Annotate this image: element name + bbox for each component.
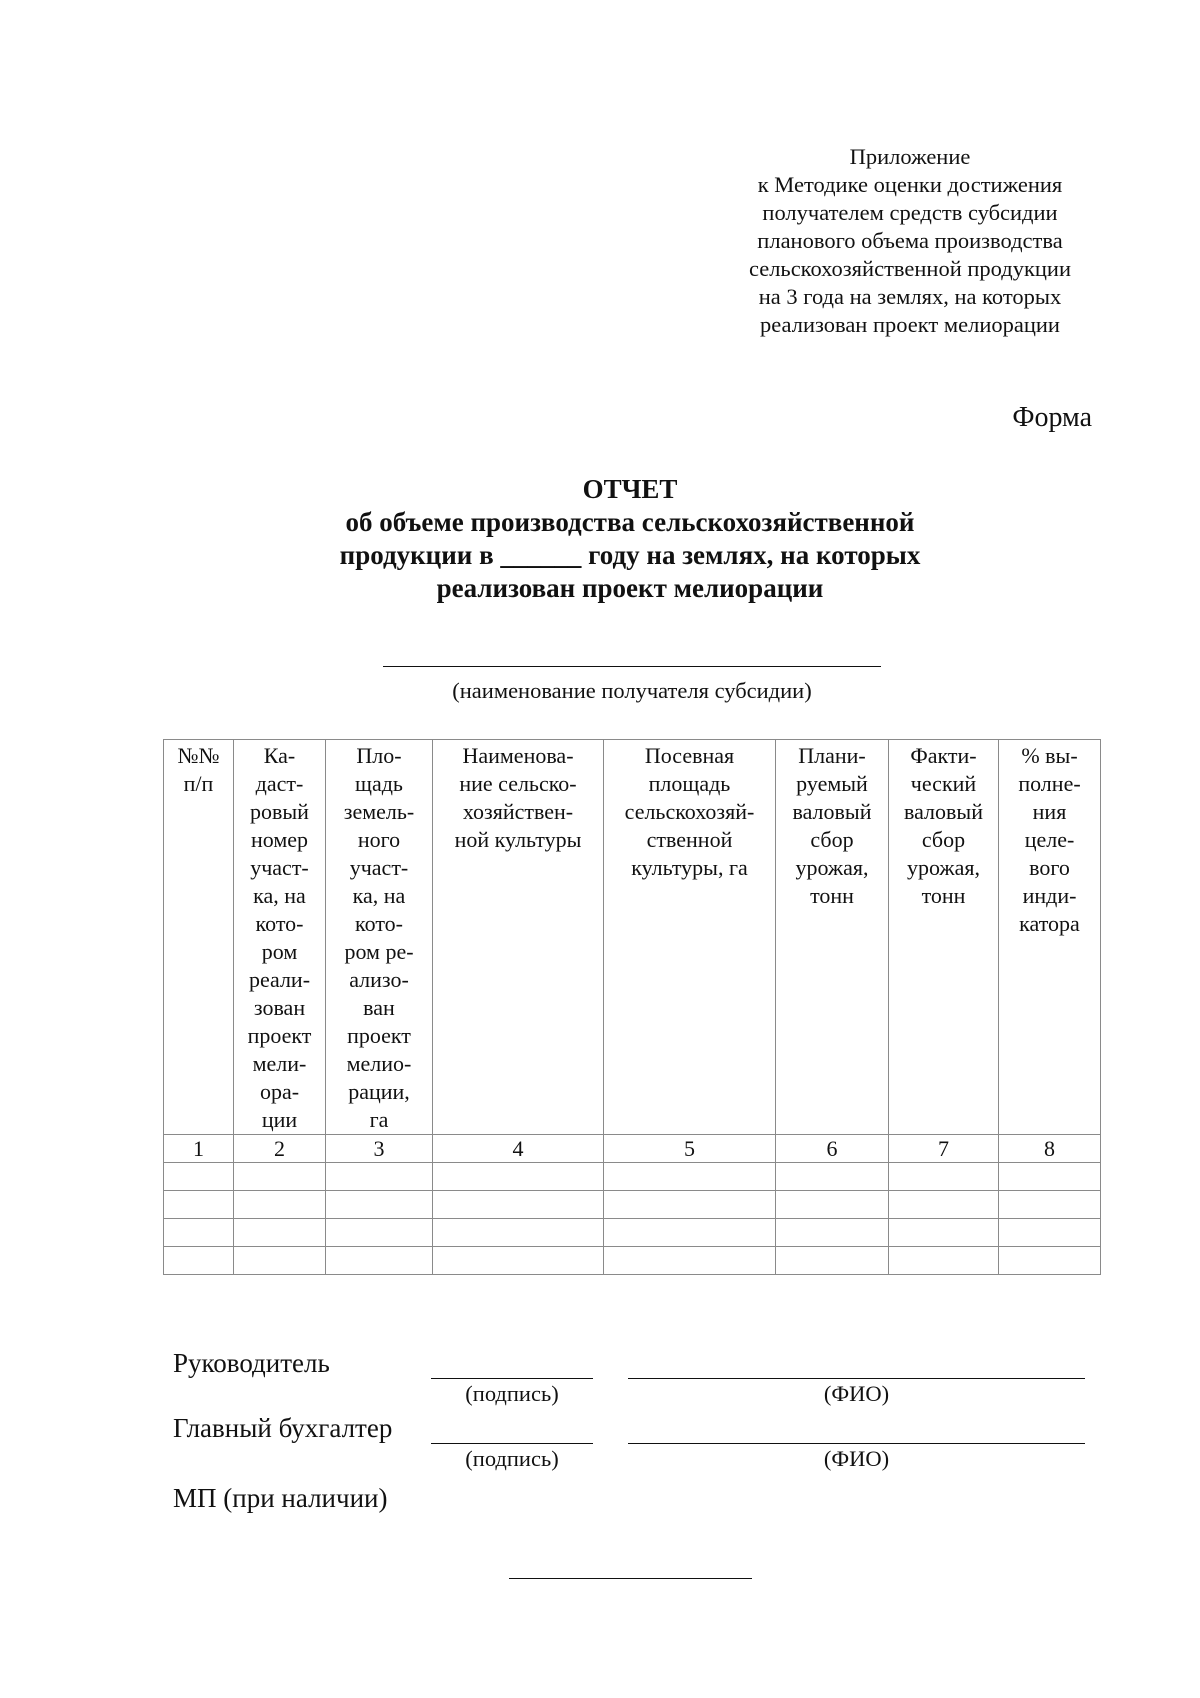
report-title-line: продукции в ______ году на землях, на которых	[339, 540, 921, 570]
column-header-line: сбор	[810, 827, 854, 852]
column-number: 6	[776, 1135, 889, 1163]
column-header-line: ром	[261, 939, 298, 964]
column-header-line: площадь	[648, 771, 731, 796]
column-header-line: инди-	[1022, 883, 1077, 908]
end-line	[509, 1578, 752, 1579]
table-cell[interactable]	[999, 1247, 1101, 1275]
table-cell[interactable]	[889, 1219, 999, 1247]
column-header	[234, 740, 326, 1135]
table-cell[interactable]	[604, 1191, 776, 1219]
table-cell[interactable]	[164, 1163, 234, 1191]
column-header-line: ора-	[259, 1079, 300, 1104]
appendix-line: планового объема производства	[757, 228, 1063, 253]
column-header-line: кото-	[355, 911, 403, 936]
table-cell[interactable]	[889, 1247, 999, 1275]
table-cell[interactable]	[234, 1219, 326, 1247]
head-label: Руководитель	[173, 1348, 330, 1378]
table-cell[interactable]	[234, 1247, 326, 1275]
table-cell[interactable]	[164, 1191, 234, 1219]
table-cell[interactable]	[433, 1247, 604, 1275]
appendix-line: сельскохозяйственной продукции	[748, 256, 1072, 281]
stamp-label: МП (при наличии)	[173, 1483, 388, 1513]
column-header-line: Факти-	[910, 743, 977, 768]
column-header-line: проект	[347, 1023, 411, 1048]
column-header-line: валовый	[904, 799, 983, 824]
appendix-line: получателем средств субсидии	[762, 200, 1058, 225]
column-number: 1	[164, 1135, 234, 1163]
column-number: 7	[889, 1135, 999, 1163]
table-cell[interactable]	[999, 1163, 1101, 1191]
table-cell[interactable]	[234, 1191, 326, 1219]
table-cell[interactable]	[604, 1219, 776, 1247]
accountant-label: Главный бухгалтер	[173, 1413, 393, 1443]
column-header-line: ка, на	[253, 883, 306, 908]
column-header-line: ственной	[646, 827, 733, 852]
table-row	[164, 1191, 1101, 1219]
column-header-line: ческий	[910, 771, 977, 796]
report-heading: ОТЧЕТ	[582, 474, 678, 504]
column-header-line: га	[369, 1107, 389, 1132]
table-row	[164, 1247, 1101, 1275]
column-header	[604, 740, 776, 1135]
column-header-line: ния	[1032, 799, 1067, 824]
table-body	[164, 1163, 1101, 1275]
column-header-line: сельскохозяй-	[624, 799, 755, 824]
column-header	[889, 740, 999, 1135]
column-header-line: щадь	[355, 771, 403, 796]
column-header-line: вого	[1029, 855, 1070, 880]
appendix-line: на 3 года на землях, на которых	[758, 284, 1062, 309]
column-header-line: ровый	[250, 799, 309, 824]
column-header-line: земель-	[343, 799, 415, 824]
column-header-line: даст-	[255, 771, 304, 796]
column-header-line: ной культуры	[454, 827, 582, 852]
table-cell[interactable]	[326, 1191, 433, 1219]
head-signature-caption: (подпись)	[465, 1381, 559, 1406]
table-cell[interactable]	[326, 1219, 433, 1247]
column-header-line: Плани-	[798, 743, 866, 768]
column-header-line: целе-	[1024, 827, 1075, 852]
table-cell[interactable]	[164, 1219, 234, 1247]
accountant-signature-line	[431, 1443, 593, 1444]
accountant-name-caption: (ФИО)	[823, 1446, 890, 1471]
column-header-line: реали-	[248, 967, 311, 992]
column-header-line: тонн	[921, 883, 966, 908]
column-header-line: Посевная	[644, 743, 735, 768]
column-number: 2	[234, 1135, 326, 1163]
table-row	[164, 1219, 1101, 1247]
column-number: 3	[326, 1135, 433, 1163]
table-cell[interactable]	[776, 1163, 889, 1191]
report-subtitle	[260, 506, 1000, 605]
table-cell[interactable]	[604, 1163, 776, 1191]
column-header	[433, 740, 604, 1135]
table-cell[interactable]	[164, 1247, 234, 1275]
report-title	[260, 473, 1000, 605]
column-header-line: ции	[261, 1107, 298, 1132]
report-title-line: об объеме производства сельскохозяйственной	[345, 507, 915, 537]
form-label: Форма	[1012, 402, 1092, 433]
table-cell[interactable]	[889, 1191, 999, 1219]
head-name-caption: (ФИО)	[823, 1381, 890, 1406]
column-header-line: зован	[253, 995, 306, 1020]
column-header-line: ван	[363, 995, 395, 1020]
column-header-line: п/п	[183, 771, 214, 796]
column-header-line: мелио-	[346, 1051, 412, 1076]
column-number: 4	[433, 1135, 604, 1163]
column-number: 8	[999, 1135, 1101, 1163]
column-header-line: рации,	[348, 1079, 410, 1104]
column-header-line: тонн	[810, 883, 854, 908]
column-header-line: хозяйствен-	[462, 799, 574, 824]
column-header-line: ка, на	[352, 883, 406, 908]
column-header-line: №№	[177, 743, 220, 768]
table-header-row	[164, 740, 1101, 1135]
recipient-name-line	[383, 666, 881, 667]
table-cell[interactable]	[999, 1219, 1101, 1247]
table-cell[interactable]	[776, 1247, 889, 1275]
column-header-line: культуры, га	[631, 855, 748, 880]
column-header	[326, 740, 433, 1135]
column-header	[999, 740, 1101, 1135]
table-cell[interactable]	[433, 1219, 604, 1247]
column-header-line: Наименова-	[462, 743, 574, 768]
table-cell[interactable]	[604, 1247, 776, 1275]
table-cell[interactable]	[776, 1219, 889, 1247]
column-header-line: участ-	[349, 855, 409, 880]
column-header-line: ром ре-	[344, 939, 414, 964]
column-header-line: ние сельско-	[459, 771, 577, 796]
column-header-line: валовый	[792, 799, 872, 824]
table-row	[164, 1163, 1101, 1191]
table-cell[interactable]	[776, 1191, 889, 1219]
column-header-line: проект	[247, 1023, 312, 1048]
column-header-line: сбор	[921, 827, 966, 852]
column-header	[776, 740, 889, 1135]
column-header-line: урожая,	[795, 855, 869, 880]
table-cell[interactable]	[433, 1163, 604, 1191]
column-header-line: ного	[357, 827, 401, 852]
column-header-line: урожая,	[906, 855, 981, 880]
appendix-line: Приложение	[849, 144, 971, 169]
appendix-line: реализован проект мелиорации	[760, 312, 1060, 337]
column-header-line: руемый	[796, 771, 868, 796]
recipient-caption: (наименование получателя субсидии)	[452, 678, 812, 703]
column-header-line: мели-	[252, 1051, 307, 1076]
column-header-line: Ка-	[263, 743, 296, 768]
column-header-line: кото-	[255, 911, 304, 936]
report-title-line: реализован проект мелиорации	[436, 573, 824, 603]
column-header-line: полне-	[1018, 771, 1081, 796]
column-header-line: Пло-	[356, 743, 402, 768]
accountant-name-line	[628, 1443, 1085, 1444]
column-number: 5	[604, 1135, 776, 1163]
column-header-line: катора	[1019, 911, 1080, 936]
appendix-block	[710, 143, 1110, 339]
column-header-line: % вы-	[1021, 743, 1078, 768]
table-cell[interactable]	[326, 1163, 433, 1191]
table-cell[interactable]	[433, 1191, 604, 1219]
table-cell[interactable]	[234, 1163, 326, 1191]
head-signature-line	[431, 1378, 593, 1379]
head-name-line	[628, 1378, 1085, 1379]
accountant-signature-caption: (подпись)	[465, 1446, 559, 1471]
column-header-line: участ-	[250, 855, 309, 880]
report-table	[163, 739, 1101, 1275]
column-number-row	[164, 1135, 1101, 1163]
column-header	[164, 740, 234, 1135]
column-header-line: ализо-	[349, 967, 409, 992]
table-cell[interactable]	[889, 1163, 999, 1191]
appendix-line: к Методике оценки достижения	[757, 172, 1063, 197]
table-cell[interactable]	[326, 1247, 433, 1275]
table-cell[interactable]	[999, 1191, 1101, 1219]
column-header-line: номер	[250, 827, 309, 852]
